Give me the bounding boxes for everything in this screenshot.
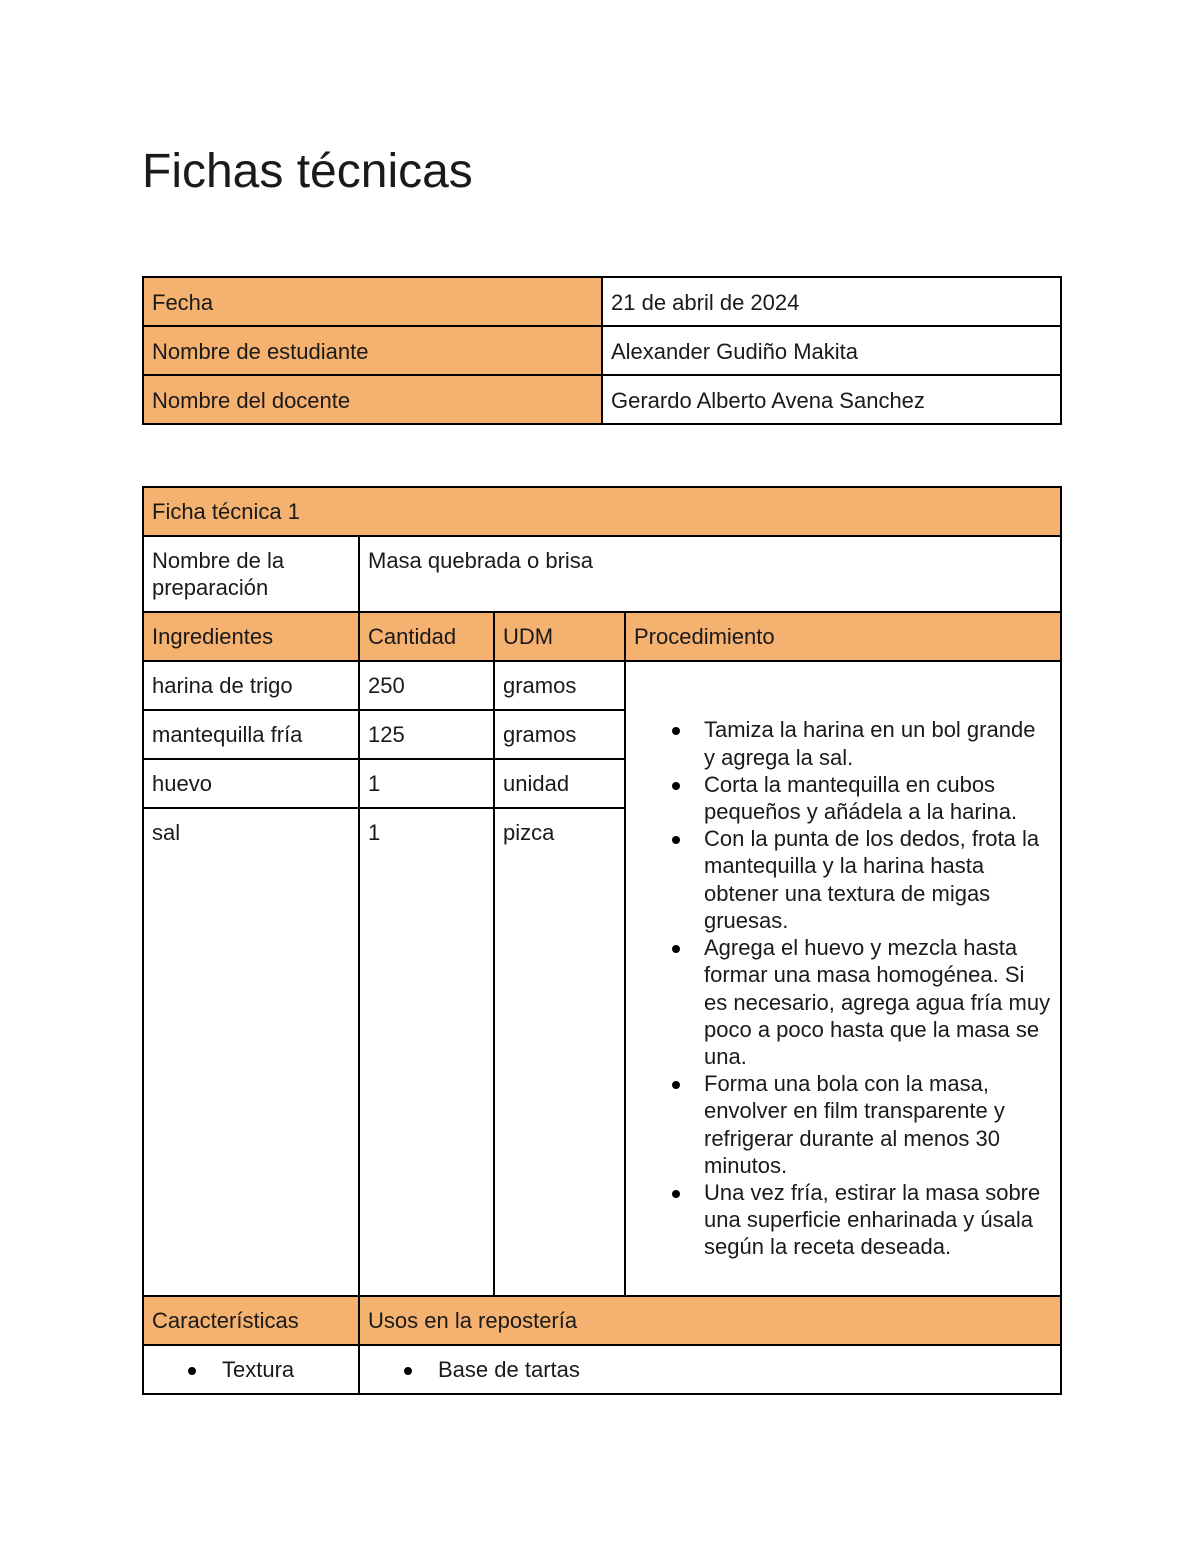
- nombre-value: Masa quebrada o brisa: [359, 536, 1061, 612]
- info-row-docente: [143, 375, 1061, 424]
- ingredient-name: harina de trigo: [143, 661, 359, 710]
- ingredient-name: sal: [143, 808, 359, 1296]
- list-item: Agrega el huevo y mezcla hasta formar una masa homogénea. Si es necesario, agrega agua fría muy poco a poco hasta que la masa se una.: [704, 935, 1051, 1069]
- ingredient-unit: gramos: [494, 661, 625, 710]
- usos-label: Usos en la repostería: [359, 1296, 1061, 1345]
- ficha-table: [142, 486, 1062, 1395]
- docente-label: Nombre del docente: [143, 375, 602, 424]
- ingredient-qty: 250: [359, 661, 494, 710]
- caracteristicas-list: [152, 1356, 350, 1383]
- ingredient-name: mantequilla fría: [143, 710, 359, 759]
- ingredient-qty: 1: [359, 808, 494, 1296]
- fecha-value: 21 de abril de 2024: [602, 277, 1061, 326]
- procedure-cell: [625, 661, 1061, 1296]
- ingredient-unit: gramos: [494, 710, 625, 759]
- info-row-fecha: [143, 277, 1061, 326]
- ficha-header: Ficha técnica 1: [143, 487, 1061, 536]
- col-cantidad: Cantidad: [359, 612, 494, 661]
- col-udm: UDM: [494, 612, 625, 661]
- page-title: Fichas técnicas: [142, 145, 473, 198]
- procedure-list: [634, 716, 1052, 1260]
- ingredient-unit: unidad: [494, 759, 625, 808]
- ingredient-qty: 1: [359, 759, 494, 808]
- usos-list: [368, 1356, 1052, 1383]
- fecha-label: Fecha: [143, 277, 602, 326]
- ingredient-qty: 125: [359, 710, 494, 759]
- usos-cell: [359, 1345, 1061, 1394]
- nombre-label: Nombre de la preparación: [143, 536, 359, 612]
- estudiante-label: Nombre de estudiante: [143, 326, 602, 375]
- nombre-row: [143, 536, 1061, 612]
- col-procedimiento: Procedimiento: [625, 612, 1061, 661]
- list-item: Base de tartas: [438, 1356, 1052, 1383]
- info-row-estudiante: [143, 326, 1061, 375]
- ingredient-name: huevo: [143, 759, 359, 808]
- estudiante-value: Alexander Gudiño Makita: [602, 326, 1061, 375]
- table-row: [143, 661, 1061, 710]
- ficha-header-row: [143, 487, 1061, 536]
- caracteristicas-label: Características: [143, 1296, 359, 1345]
- info-table: [142, 276, 1062, 425]
- caracteristicas-header-row: [143, 1296, 1061, 1345]
- list-item: Tamiza la harina en un bol grande y agrega la sal.: [704, 716, 1052, 770]
- caracteristicas-cell: [143, 1345, 359, 1394]
- ingredient-unit: pizca: [494, 808, 625, 1296]
- columns-header-row: [143, 612, 1061, 661]
- docente-value: Gerardo Alberto Avena Sanchez: [602, 375, 1061, 424]
- list-item: Forma una bola con la masa, envolver en film transparente y refrigerar durante al menos 30 minutos.: [704, 1070, 1052, 1179]
- col-ingredientes: Ingredientes: [143, 612, 359, 661]
- list-item: Una vez fría, estirar la masa sobre una superficie enharinada y úsala según la receta deseada.: [704, 1179, 1052, 1261]
- caracteristicas-row: [143, 1345, 1061, 1394]
- list-item: Corta la mantequilla en cubos pequeños y añádela a la harina.: [704, 771, 1052, 825]
- list-item: Con la punta de los dedos, frota la mantequilla y la harina hasta obtener una textura de migas gruesas.: [704, 825, 1052, 934]
- list-item: Textura: [222, 1356, 350, 1383]
